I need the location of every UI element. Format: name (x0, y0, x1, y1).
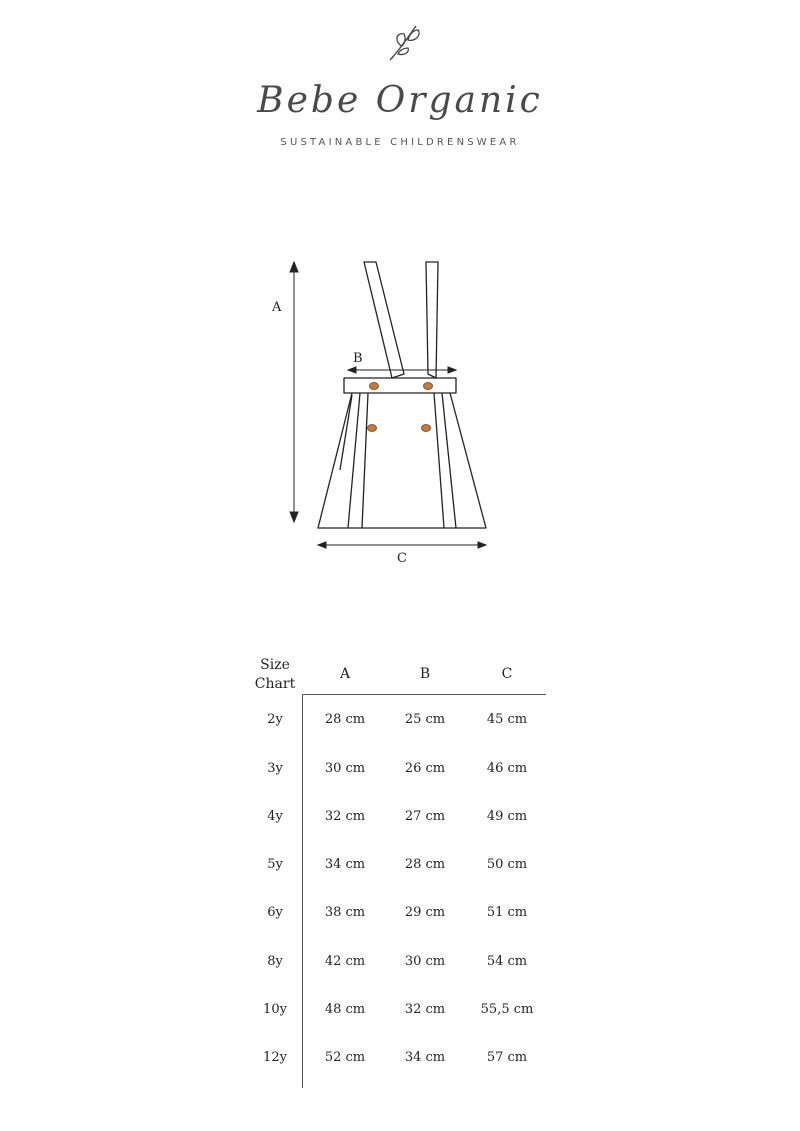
table-row (230, 1002, 560, 1022)
c-cell: 49 cm (486, 809, 528, 824)
c-cell: 45 cm (486, 712, 528, 727)
b-cell: 26 cm (404, 761, 446, 776)
c-cell: 57 cm (486, 1050, 528, 1065)
header-divider (302, 694, 546, 695)
c-cell: 51 cm (486, 905, 528, 920)
table-row (230, 954, 560, 974)
dimension-label-a: A (272, 300, 282, 315)
a-cell: 34 cm (324, 857, 366, 872)
b-cell: 25 cm (404, 712, 446, 727)
size-cell: 3y (267, 761, 283, 776)
b-cell: 27 cm (404, 809, 446, 824)
column-header-c: C (501, 666, 513, 682)
b-cell: 32 cm (404, 1002, 446, 1017)
a-cell: 32 cm (324, 809, 366, 824)
column-divider (302, 694, 303, 1088)
table-row (230, 1050, 560, 1070)
a-cell: 30 cm (324, 761, 366, 776)
c-cell: 55,5 cm (480, 1002, 534, 1017)
a-cell: 48 cm (324, 1002, 366, 1017)
size-chart-header: Size Chart (254, 657, 296, 692)
a-cell: 52 cm (324, 1050, 366, 1065)
a-cell: 38 cm (324, 905, 366, 920)
column-header-b: B (419, 666, 431, 682)
b-cell: 30 cm (404, 954, 446, 969)
c-cell: 46 cm (486, 761, 528, 776)
size-cell: 10y (263, 1002, 287, 1017)
c-cell: 54 cm (486, 954, 528, 969)
b-cell: 34 cm (404, 1050, 446, 1065)
size-cell: 4y (267, 809, 283, 824)
dimension-label-b: B (353, 351, 363, 366)
b-cell: 28 cm (404, 857, 446, 872)
table-row (230, 712, 560, 732)
table-row (230, 809, 560, 829)
dimension-label-c: C (397, 551, 407, 566)
b-cell: 29 cm (404, 905, 446, 920)
column-header-a: A (339, 666, 351, 682)
table-row (230, 857, 560, 877)
a-cell: 28 cm (324, 712, 366, 727)
brand-tagline: SUSTAINABLE CHILDRENSWEAR (280, 137, 520, 148)
size-cell: 2y (267, 712, 283, 727)
brand-name: Bebe Organic (257, 80, 543, 121)
c-cell: 50 cm (486, 857, 528, 872)
size-cell: 8y (267, 954, 283, 969)
size-cell: 5y (267, 857, 283, 872)
size-cell: 12y (263, 1050, 287, 1065)
table-row (230, 905, 560, 925)
size-cell: 6y (267, 905, 283, 920)
table-row (230, 761, 560, 781)
a-cell: 42 cm (324, 954, 366, 969)
